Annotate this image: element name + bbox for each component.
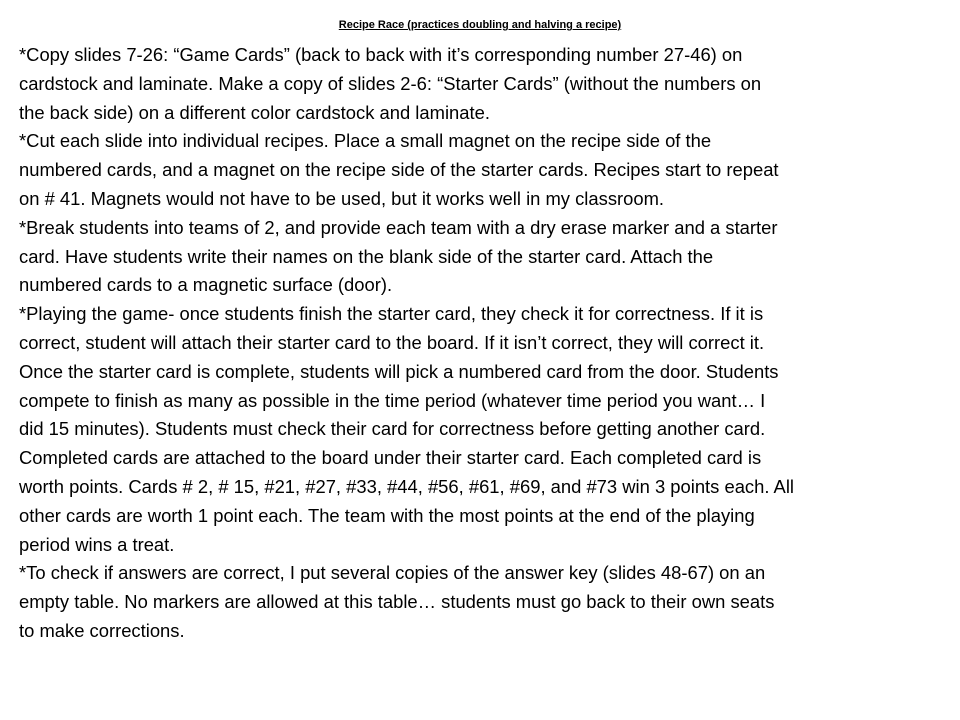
text-line: compete to finish as many as possible in the time period (whatever time period you want… I (19, 389, 766, 411)
text-line: did 15 minutes). Students must check their card for correctness before getting another card. (19, 418, 766, 440)
document-title: Recipe Race (practices doubling and halving a recipe) (338, 19, 622, 31)
text-line: correct, student will attach their starter card to the board. If it isn’t correct, they will correct it. (19, 331, 765, 353)
text-line: empty table. No markers are allowed at this table… students must go back to their own seats (19, 591, 775, 613)
text-line: *Cut each slide into individual recipes. Place a small magnet on the recipe side of the (19, 130, 712, 152)
text-line: *Playing the game- once students finish the starter card, they check it for correctness. If it is (19, 303, 764, 325)
text-line: to make corrections. (19, 619, 185, 641)
text-line: numbered cards to a magnetic surface (door). (19, 274, 393, 296)
text-line: card. Have students write their names on the blank side of the starter card. Attach the (19, 245, 714, 267)
text-line: *Break students into teams of 2, and provide each team with a dry erase marker and a starter (19, 216, 778, 238)
text-line: *To check if answers are correct, I put several copies of the answer key (slides 48-67) on an (19, 562, 766, 584)
text-line: Once the starter card is complete, students will pick a numbered card from the door. Students (19, 360, 779, 382)
instructions-body (19, 41, 949, 646)
text-line: cardstock and laminate. Make a copy of slides 2-6: “Starter Cards” (without the numbers on (19, 72, 762, 94)
text-line: worth points. Cards # 2, # 15, #21, #27, #33, #44, #56, #61, #69, and #73 win 3 points each. All (19, 475, 794, 497)
text-line: numbered cards, and a magnet on the recipe side of the starter cards. Recipes start to repeat (19, 159, 779, 181)
text-line: the back side) on a different color cardstock and laminate. (19, 101, 490, 123)
text-line: Completed cards are attached to the board under their starter card. Each completed card is (19, 447, 762, 469)
text-line: *Copy slides 7-26: “Game Cards” (back to back with it’s corresponding number 27-46) on (19, 44, 743, 65)
text-line: period wins a treat. (19, 533, 175, 555)
text-line: on # 41. Magnets would not have to be used, but it works well in my classroom. (19, 187, 665, 209)
text-line: other cards are worth 1 point each. The team with the most points at the end of the playing (19, 504, 755, 526)
